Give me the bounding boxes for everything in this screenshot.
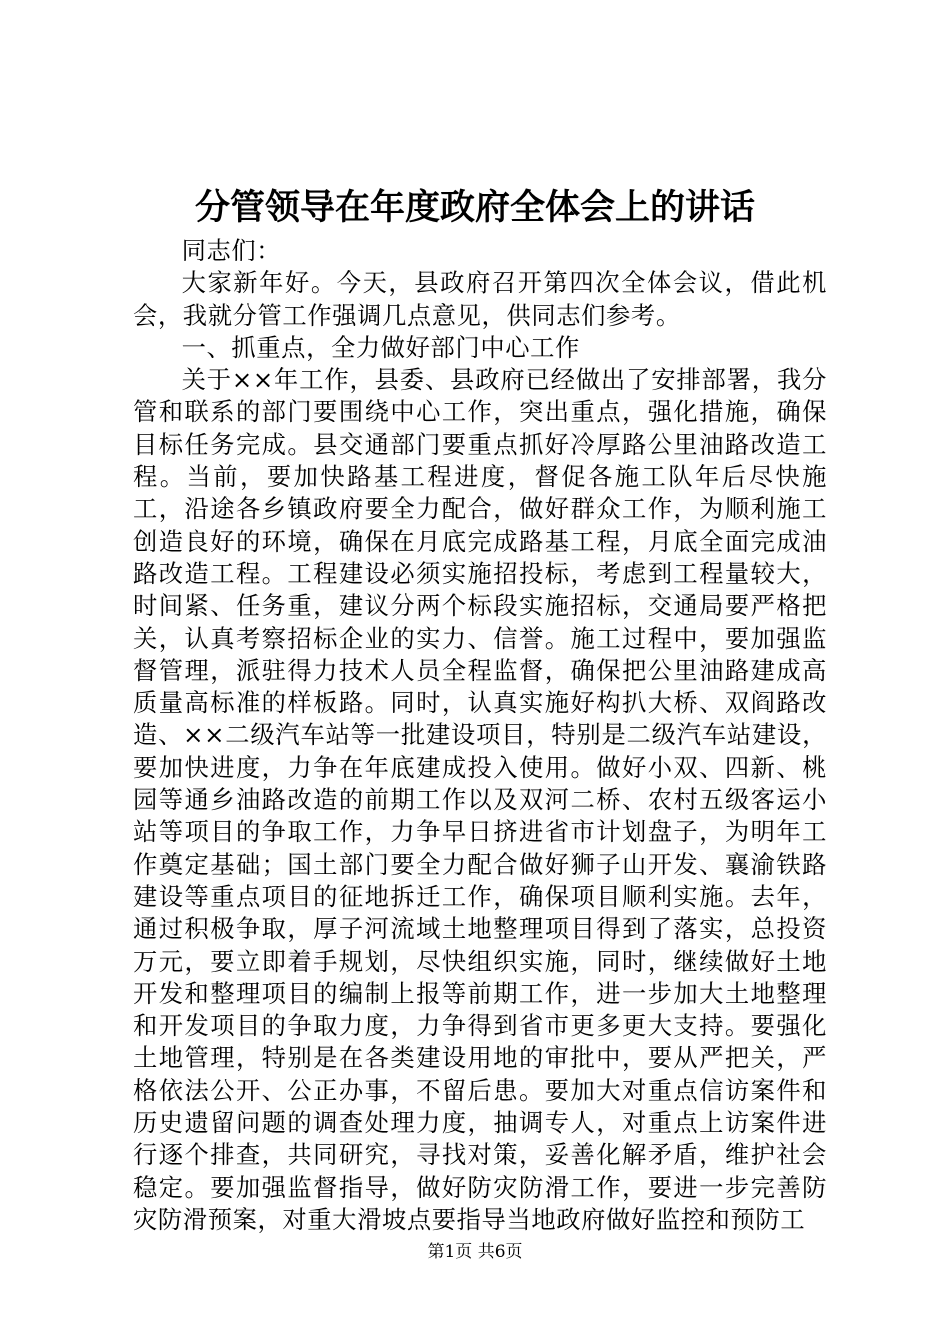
opening-paragraph: 大家新年好。今天，县政府召开第四次全体会议，借此机会，我就分管工作强调几点意见，供同志们参考。 <box>133 268 827 330</box>
salutation-paragraph: 同志们： <box>181 236 282 265</box>
body-paragraph: 关于××年工作，县委、县政府已经做出了安排部署，我分管和联系的部门要围绕中心工作，突出重点，强化措施，确保目标任务完成。县交通部门要重点抓好冷厚路公里油路改造工程。当前，要加快路基工程进度，督促各施工队年后尽快施工，沿途各乡镇政府要全力配合，做好群众工作，为顺利施工创造良好的环境，确保在月底完成路基工程，月底全面完成油路改造工程。工程建设必须实施招投标，考虑到工程量较大，时间紧、任务重，建议分两个标段实施招标，交通局要严格把关，认真考察招标企业的实力、信誉。施工过程中，要加强监督管理，派驻得力技术人员全程监督，确保把公里油路建成高质量高标准的样板路。同时，认真实施好构扒大桥、双阎路改造、××二级汽车站等一批建设项目，特别是二级汽车站建设，要加快进度，力争在年底建成投入使用。做好小双、四新、桃园等通乡油路改造的前期工作以及双河二桥、农村五级客运小站等项目的争取工作，力争早日挤进省市计划盘子，为明年工作奠定基础；国土部门要全力配合做好狮子山开发、襄渝铁路建设等重点项目的征地拆迁工作，确保项目顺利实施。去年，通过积极争取，厚子河流域土地整理项目得到了落实，总投资万元，要立即着手规划，尽快组织实施，同时，继续做好土地开发和整理项目的编制上报等前期工作，进一步加大土地整理和开发项目的争取力度，力争得到省市更多更大支持。要强化土地管理，特别是在各类建设用地的审批中，要从严把关，严格依法公开、公正办事，不留后患。要加大对重点信访案件和历史遗留问题的调查处理力度，抽调专人，对重点上访案件进行逐个排查，共同研究，寻找对策，妥善化解矛盾，维护社会稳定。要加强监督指导，做好防灾防滑工作，要进一步完善防灾防滑预案，对重大滑坡点要指导当地政府做好监控和预防工 <box>133 365 827 1234</box>
document-title: 分管领导在年度政府全体会上的讲话 <box>194 187 755 228</box>
page-number-footer: 第1页 共6页 <box>427 1242 523 1262</box>
section-heading: 一、抓重点，全力做好部门中心工作 <box>181 332 580 362</box>
document-body <box>133 235 827 1236</box>
